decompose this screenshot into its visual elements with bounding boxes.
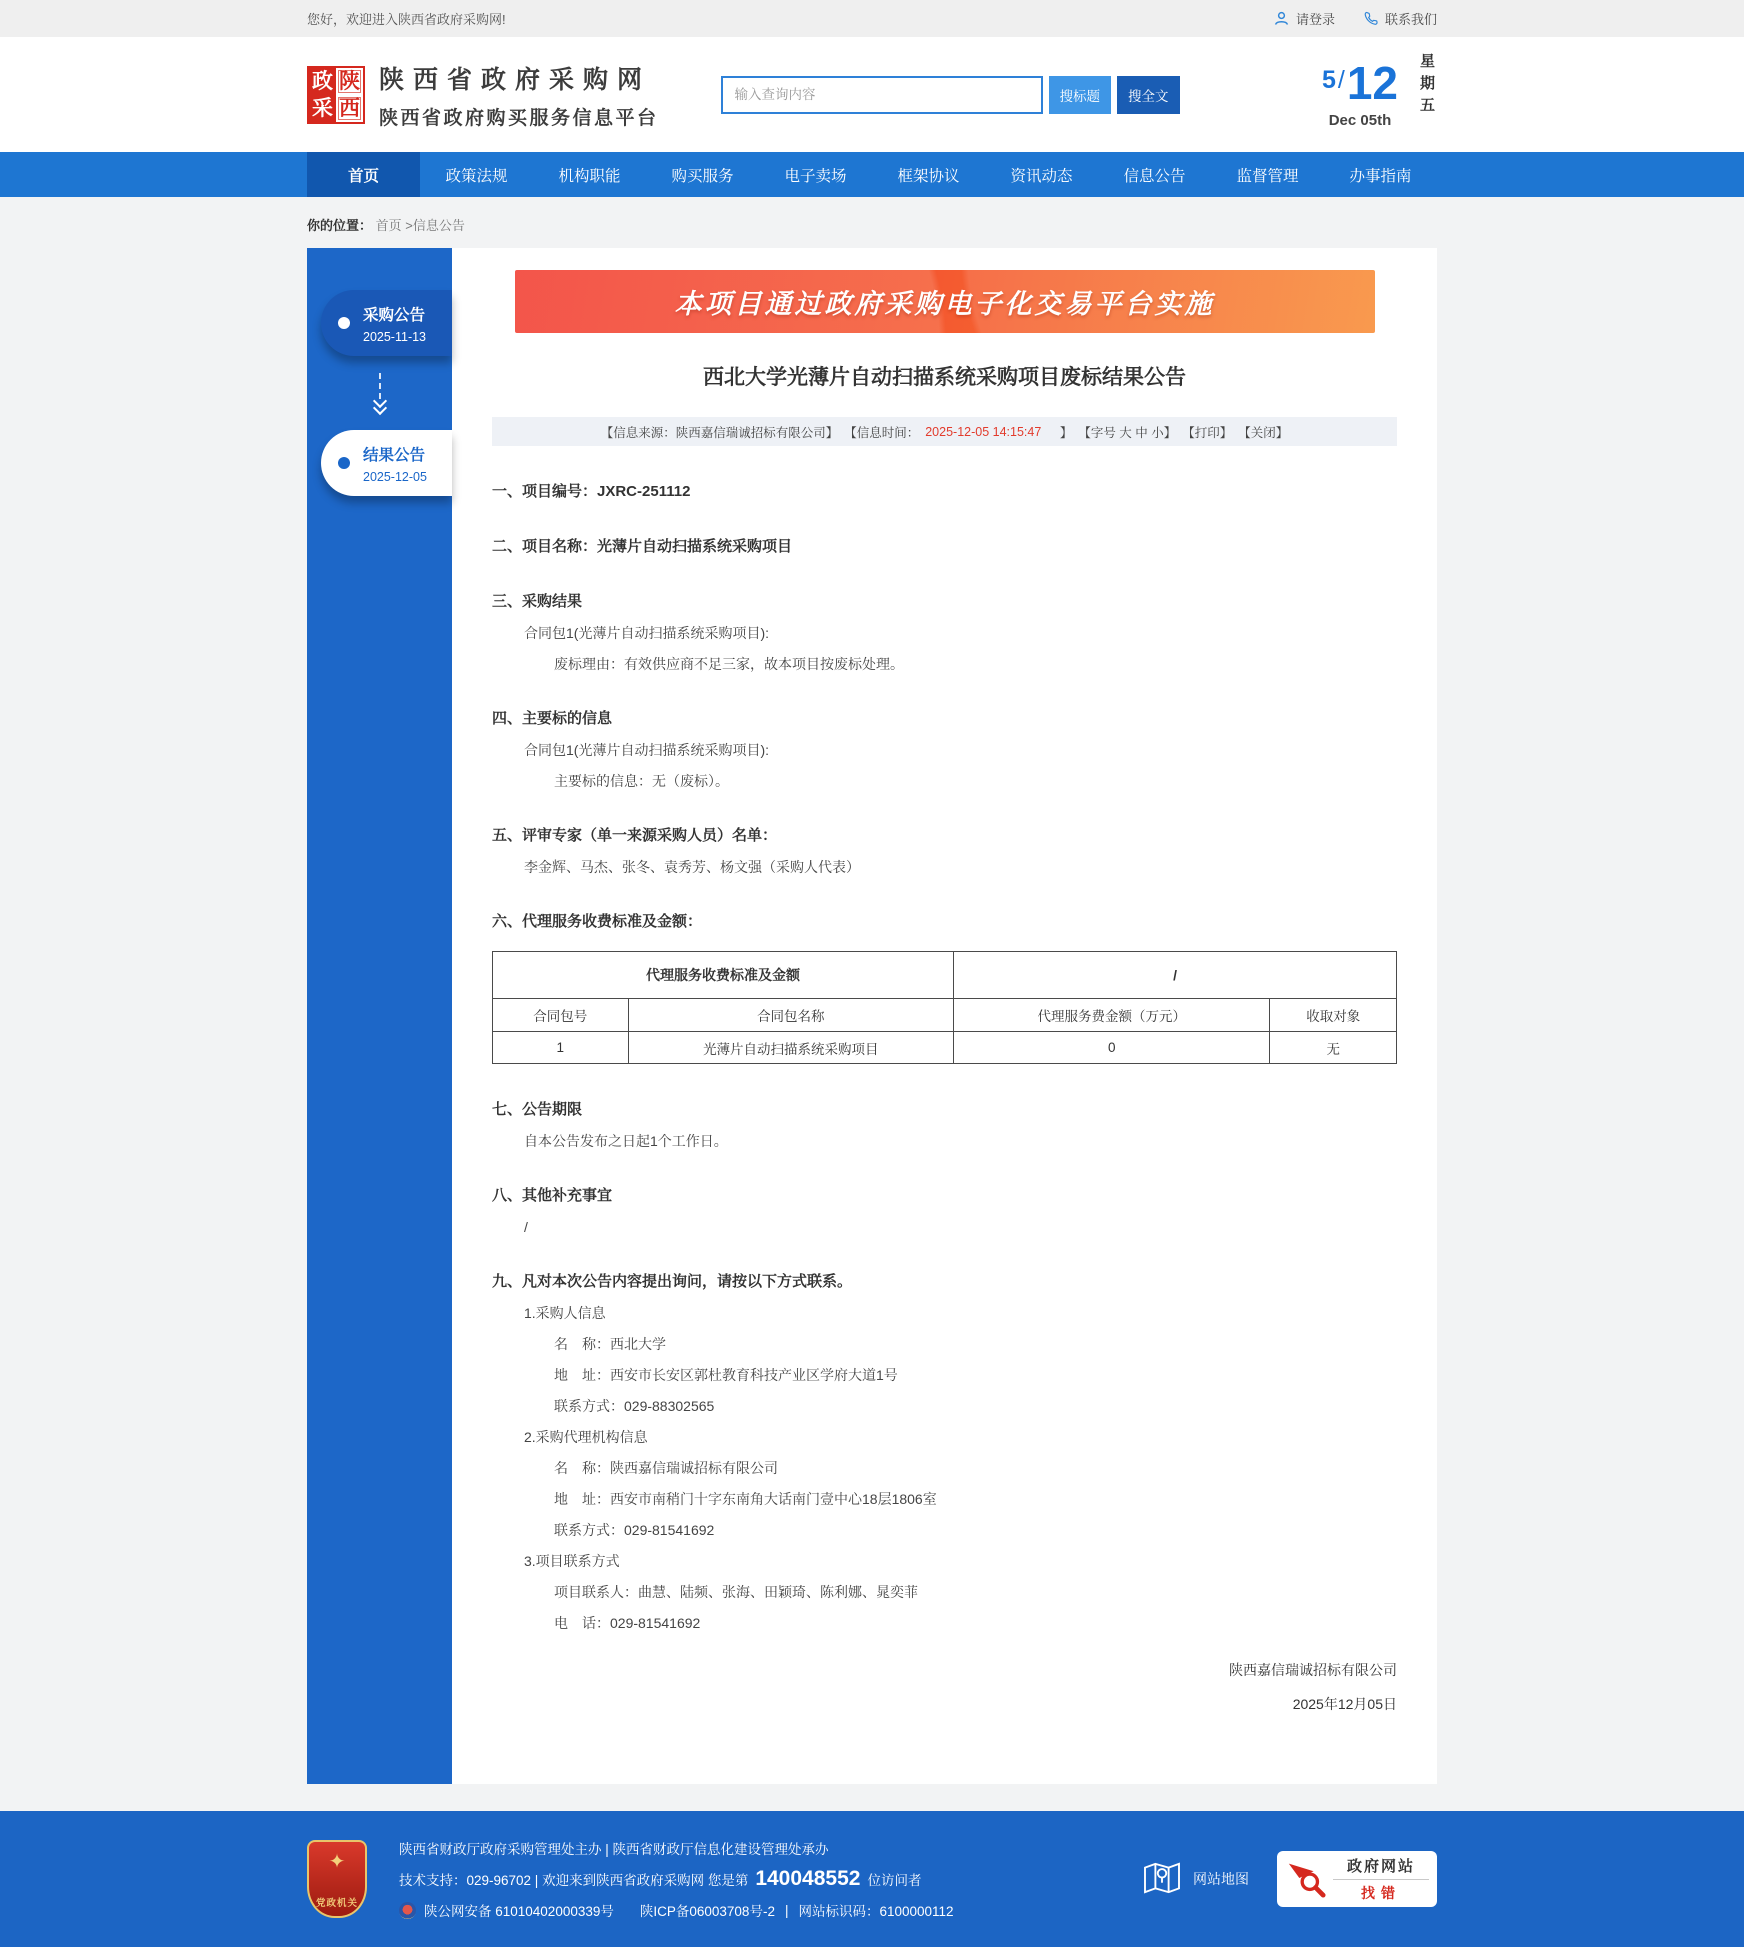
signature-date: 2025年12月05日 [1292,1696,1397,1712]
timeline-dot-icon [338,317,350,329]
signature-company: 陕西嘉信瑞诚招标有限公司 [1229,1662,1397,1678]
table-cell: 无 [1270,1032,1397,1064]
sidebar-item-title: 采购公告 [363,306,426,324]
section-line: 李金辉、马杰、张冬、袁秀芳、杨文强（采购人代表） [524,859,860,875]
table-merged-header-cell: / [954,952,1397,999]
table-cell: 1 [493,1032,629,1064]
table-column-header: 收取对象 [1270,999,1397,1032]
table-column-header: 合同包名称 [628,999,953,1032]
print-button[interactable]: 【打印】 [1182,425,1233,440]
gov-site-error-report-badge[interactable]: 政府网站 找错 [1277,1851,1437,1907]
timeline-dot-icon [338,457,350,469]
section-heading: 四、主要标的信息 [492,710,613,727]
section-heading: 一、项目编号：JXRC-251112 [492,483,691,500]
login-link[interactable]: 请登录 [1273,9,1335,28]
sidebar-item[interactable] [321,430,452,496]
table-merged-header-cell: 代理服务收费标准及金额 [493,952,954,999]
site-code: 网站标识码：6100000112 [798,1904,954,1919]
site-subtitle: 陕西省政府购买服务信息平台 [379,107,659,129]
section-line: 主要标的信息：无（废标）。 [554,773,729,789]
table-column-header-row [493,999,1397,1032]
police-badge-icon [399,1902,416,1919]
sidebar-item-date: 2025-12-05 [363,469,427,484]
section-heading: 九、凡对本次公告内容提出询问，请按以下方式联系。 [492,1273,853,1290]
breadcrumb-home-link[interactable]: 首页 [375,218,402,233]
search-bar [721,76,1180,114]
site-header [0,37,1744,152]
user-icon [1273,10,1290,27]
party-gov-badge-icon: ✦ 党政机关 [307,1840,367,1918]
police-beian: 陕公网安备 61010402000339号 [424,1904,614,1919]
nav-item[interactable]: 电子卖场 [784,167,847,185]
section-line: 1.采购人信息 [524,1305,606,1321]
site-footer [0,1811,1744,1947]
date-widget: 5 / 12 Dec 05th 星期五 [1322,53,1437,137]
main-area [307,248,1437,1784]
article-section [492,480,1397,501]
nav-item[interactable]: 政策法规 [445,167,508,185]
meta-source: 【信息来源：陕西嘉信瑞诚招标有限公司】 [600,425,839,440]
footer-visitor-line: 技术支持：029-96702 | 欢迎来到陕西省政府采购网 您是第 140048552 位访问者 [399,1867,922,1890]
section-line: 联系方式：029-81541692 [554,1522,715,1538]
error-finder-icon [1285,1856,1327,1903]
table-cell: 0 [954,1032,1270,1064]
nav-item[interactable]: 办事指南 [1349,167,1412,185]
article-section [492,910,1397,1064]
site-title: 陕西省政府采购网 [379,65,652,94]
footer-organizer-line: 陕西省财政厅政府采购管理处主办 | 陕西省财政厅信息化建设管理处承办 [399,1842,829,1857]
article-meta-bar: 【信息来源：陕西嘉信瑞诚招标有限公司】 【信息时间： 2025-12-05 14:15:47 】 【字号 大 中 小】 【打印】 【关闭】 [492,417,1397,446]
article-section [492,824,1397,876]
breadcrumb-current[interactable]: 信息公告 [412,218,465,233]
section-line: 名 称：西北大学 [554,1336,666,1352]
section-heading: 二、项目名称：光薄片自动扫描系统采购项目 [492,538,793,555]
topbar [0,0,1744,37]
sidebar-item-title: 结果公告 [363,446,426,464]
table-merged-header-row [493,952,1397,999]
section-heading: 三、采购结果 [492,593,583,610]
map-icon [1143,1861,1181,1898]
section-line: / [524,1219,528,1235]
search-title-button[interactable]: 搜标题 [1049,76,1112,114]
timeline-sidebar [307,248,452,1784]
welcome-text: 您好，欢迎进入陕西省政府采购网! [307,12,506,27]
nav-item[interactable]: 购买服务 [671,167,734,185]
contact-link[interactable]: 联系我们 [1363,9,1437,28]
section-line: 合同包1(光薄片自动扫描系统采购项目): [524,742,769,758]
article-title: 西北大学光薄片自动扫描系统采购项目废标结果公告 [703,366,1186,389]
section-heading: 五、评审专家（单一来源采购人员）名单： [492,827,778,844]
meta-time: 2025-12-05 14:15:47 [925,424,1042,439]
article-content [452,248,1437,1784]
sitemap-link[interactable]: 网站地图 [1143,1861,1249,1898]
site-name-block [379,60,659,130]
nav-item[interactable]: 信息公告 [1123,167,1186,185]
signature-block [492,1660,1397,1714]
section-heading: 六、代理服务收费标准及金额： [492,913,703,930]
section-line: 废标理由：有效供应商不足三家，故本项目按废标处理。 [554,656,904,672]
close-button[interactable]: 【关闭】 [1238,425,1289,440]
nav-item[interactable]: 资讯动态 [1010,167,1073,185]
nav-item[interactable]: 首页 [307,152,420,197]
search-input[interactable] [721,76,1043,114]
sidebar-item-date: 2025-11-13 [363,329,427,344]
sidebar-item[interactable] [321,290,452,356]
article-section [492,1270,1397,1632]
icp-beian: 陕ICP备06003708号-2 [639,1904,775,1919]
section-line: 地 址：西安市长安区郭杜教育科技产业区学府大道1号 [554,1367,898,1383]
fee-table [492,951,1397,1064]
section-line: 项目联系人：曲慧、陆频、张海、田颖琦、陈利娜、晁奕菲 [554,1584,918,1600]
article-section [492,707,1397,790]
section-line: 合同包1(光薄片自动扫描系统采购项目): [524,625,769,641]
platform-banner: 本项目通过政府采购电子化交易平台实施 [515,270,1375,333]
article-section [492,1184,1397,1236]
footer-beian-line: 陕公网安备 61010402000339号 陕ICP备06003708号-2 | 网站标识码：6100000112 [399,1900,1143,1920]
table-row [493,1032,1397,1064]
weekday-label: 星期五 [1418,52,1435,119]
section-line: 2.采购代理机构信息 [524,1429,648,1445]
site-logo[interactable]: 政 陕 采 西 [307,66,365,124]
font-size-control[interactable]: 【字号 大 中 小】 [1078,425,1177,440]
section-line: 3.项目联系方式 [524,1553,620,1569]
table-column-header: 代理服务费金额（万元） [954,999,1270,1032]
section-line: 地 址：西安市南稍门十字东南角大话南门壹中心18层1806室 [554,1491,937,1507]
section-line: 自本公告发布之日起1个工作日。 [524,1133,728,1149]
article-section [492,535,1397,556]
visitor-count: 140048552 [755,1867,861,1890]
section-line: 联系方式：029-88302565 [554,1398,715,1414]
nav-item[interactable]: 机构职能 [558,167,621,185]
table-column-header: 合同包号 [493,999,629,1032]
section-line: 名 称：陕西嘉信瑞诚招标有限公司 [554,1460,778,1476]
article-section [492,590,1397,673]
table-cell: 光薄片自动扫描系统采购项目 [628,1032,953,1064]
date-english: Dec 05th [1328,112,1392,129]
breadcrumb: 你的位置： 首页 >信息公告 [307,218,465,233]
phone-icon [1363,11,1379,27]
nav-item[interactable]: 框架协议 [897,167,960,185]
dashed-arrow-icon [307,356,452,430]
section-heading: 八、其他补充事宜 [492,1187,613,1204]
article-section [492,1098,1397,1150]
section-line: 电 话：029-81541692 [554,1615,701,1631]
section-heading: 七、公告期限 [492,1101,583,1118]
search-fulltext-button[interactable]: 搜全文 [1117,76,1180,114]
nav-item[interactable]: 监督管理 [1236,167,1299,185]
main-nav [0,152,1744,197]
